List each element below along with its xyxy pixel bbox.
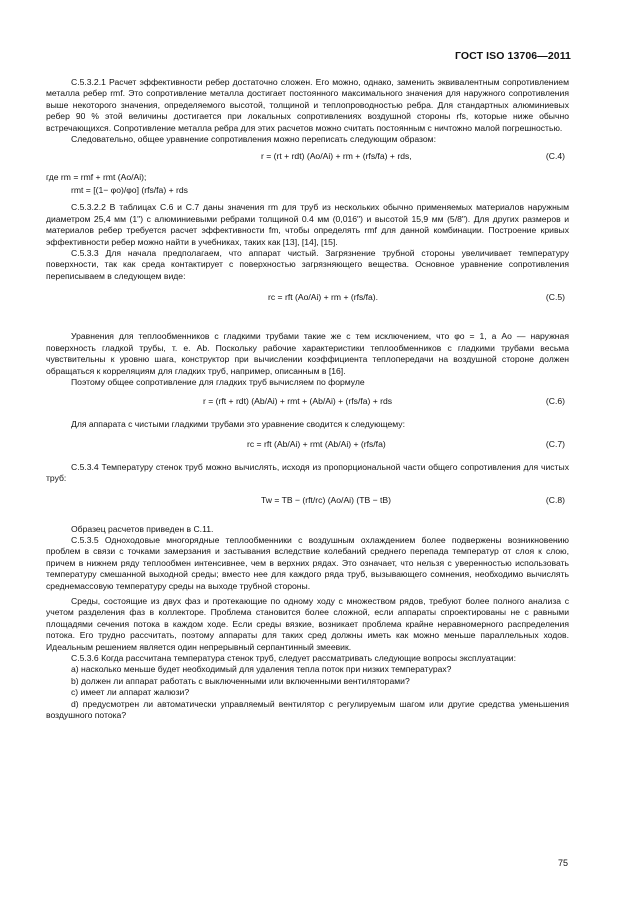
paragraph: C.5.3.6 Когда рассчитана температура стенок труб, следует рассматривать следующие вопросы эксплуатации: [71,653,516,663]
list-item: c) имеет ли аппарат жалюзи? [71,687,190,698]
definition-line: где rm = rmf + rmt (Ao/Ai); [46,172,147,183]
list-item: d) предусмотрен ли автоматически управляемый вентилятор с регулируемым шагом или другие средства уменьшения воздушного потока? [46,698,569,721]
question-list [46,664,569,721]
document-body [46,77,569,721]
definition-line: rmt = [(1− φo)/φo] (rfs/fa) + rds [71,185,188,196]
equation-c6 [46,396,569,411]
equation-number: (C.6) [545,396,565,407]
equation-c8 [46,495,569,510]
paragraph: C.5.3.4 Температуру стенок труб можно вычислять, исходя из пропорциональной части общего сопротивления для чистых труб: [46,461,569,484]
equation-formula: r = (rt + rdt) (Ao/Ai) + rm + (rfs/fa) + rds, [261,151,412,162]
paragraph: Для аппарата с чистыми гладкими трубами это уравнение сводится к следующему: [71,419,405,430]
equation-number: (C.7) [545,438,565,449]
page-number: 75 [557,858,568,868]
equation-formula: rc = rft (Ao/Ai) + rm + (rfs/fa). [268,292,379,303]
paragraph: Среды, состоящие из двух фаз и протекающие по одному ходу с множеством рядов, требуют более полного анализа с учетом разделения фаз в коллекторе. Проблема становится более сложной, если аппараты спроектированы не с равными площадями сечения потока в каждом ходе. Если среды вязкие, возникает проблема крайне неравномерного распределения потока. Его трудно рассчитать, поэтому аппараты для таких сред должны иметь как можно меньше параллельных ходов. Идеальным решением является один непрерывный серпантинный змеевик. [46,595,569,652]
equation-number: (C.4) [545,151,565,162]
equation-c7 [46,439,569,454]
paragraph: C.5.3.2.2 В таблицах С.6 и С.7 даны значения rm для труб из нескольких обычно применяемых материалов наружным диаметром 25,4 мм (1") с алюминиевыми ребрами толщиной 0.4 мм (0,016") и высотой 15,9 мм (5/8"). Для других размеров и материалов ребер требуется расчет эффективности fm, чтобы определять rmf для данной комбинации. Построение кривых эффективности ребер можно найти в учебниках, таких как [13], [14], [15]. [46,202,569,247]
equation-c5 [46,292,569,307]
equation-formula: Tw = TB − (rft/rc) (Ao/Ai) (TB − tB) [261,494,391,505]
paragraph: Образец расчетов приведен в С.11. [71,523,214,534]
paragraph: C.5.3.2.1 Расчет эффективности ребер достаточно сложен. Его можно, однако, заменить эквивалентным сопротивлением металла ребер rmf. Это сопротивление металла достигает постоянного максимального значения для наружного сопротивления выше некоторого значения, определяемого высотой, толщиной и теплопроводностью ребра. Для стандартных алюминиевых ребер 90 % этой величины достигается при локальных сопротивлениях воздушной стороны rfs, которые ниже обычно встречающихся. Сопротивление металла ребра для этих расчетов можно считать постоянным с ничтожно малой погрешностью. [46,77,569,133]
paragraph: Поэтому общее сопротивление для гладких труб вычисляем по формуле [71,376,365,387]
paragraph: C.5.3.5 Одноходовые многорядные теплообменники с воздушным охлаждением более подвержены возникновению проблем в связи с точками замерзания и застывания вследствие колебаний среднего перепада температур от слоя к слою, причем в нижнем ряду теплообмен интенсивнее, чем в верхних рядах. Это означает, что нельзя с уверенностью использовать температуру смешанной выходной среды; вместо нее для каждого ряда труб, вызывающего сомнения, необходимо вычислять среднемассовую температуру среды на выходе трубной стороны. [46,534,569,591]
standard-header: ГОСТ ISO 13706—2011 [454,50,571,62]
paragraph: C.5.3.3 Для начала предполагаем, что аппарат чистый. Загрязнение трубной стороны увеличивает температуру поверхности, так как среда контактирует с поверхностью загрязняющего вещества. Основное уравнение сопротивления переписываем в следующем виде: [46,248,569,281]
equation-formula: rc = rft (Ab/Ai) + rmt (Ab/Ai) + (rfs/fa) [247,438,386,449]
equation-number: (C.8) [545,494,565,505]
paragraph: Уравнения для теплообменников с гладкими трубами такие же с тем исключением, что φo = 1, а Ao — наружная поверхность гладкой трубы, т. е. Ab. Поскольку рабочие характеристики теплообменников с гладкими трубами весьма чувствительны к уровню шага, конструктор при вычислении коэффициента теплопередачи на воздушной стороне должен обращаться к корреляциям для гладких труб, например, описанным в [16]. [46,331,569,376]
definitions [46,172,569,198]
equation-c4 [46,151,569,166]
paragraph: Следовательно, общее уравнение сопротивления можно переписать следующим образом: [71,134,436,145]
list-item: a) насколько меньше будет необходимый для удаления тепла поток при низких температурах? [71,664,452,675]
list-item: b) должен ли аппарат работать с выключенными или включенными вентиляторами? [71,675,410,686]
equation-number: (C.5) [545,292,565,303]
equation-formula: r = (rft + rdt) (Ab/Ai) + rmt + (Ab/Ai) + (rfs/fa) + rds [203,396,393,407]
